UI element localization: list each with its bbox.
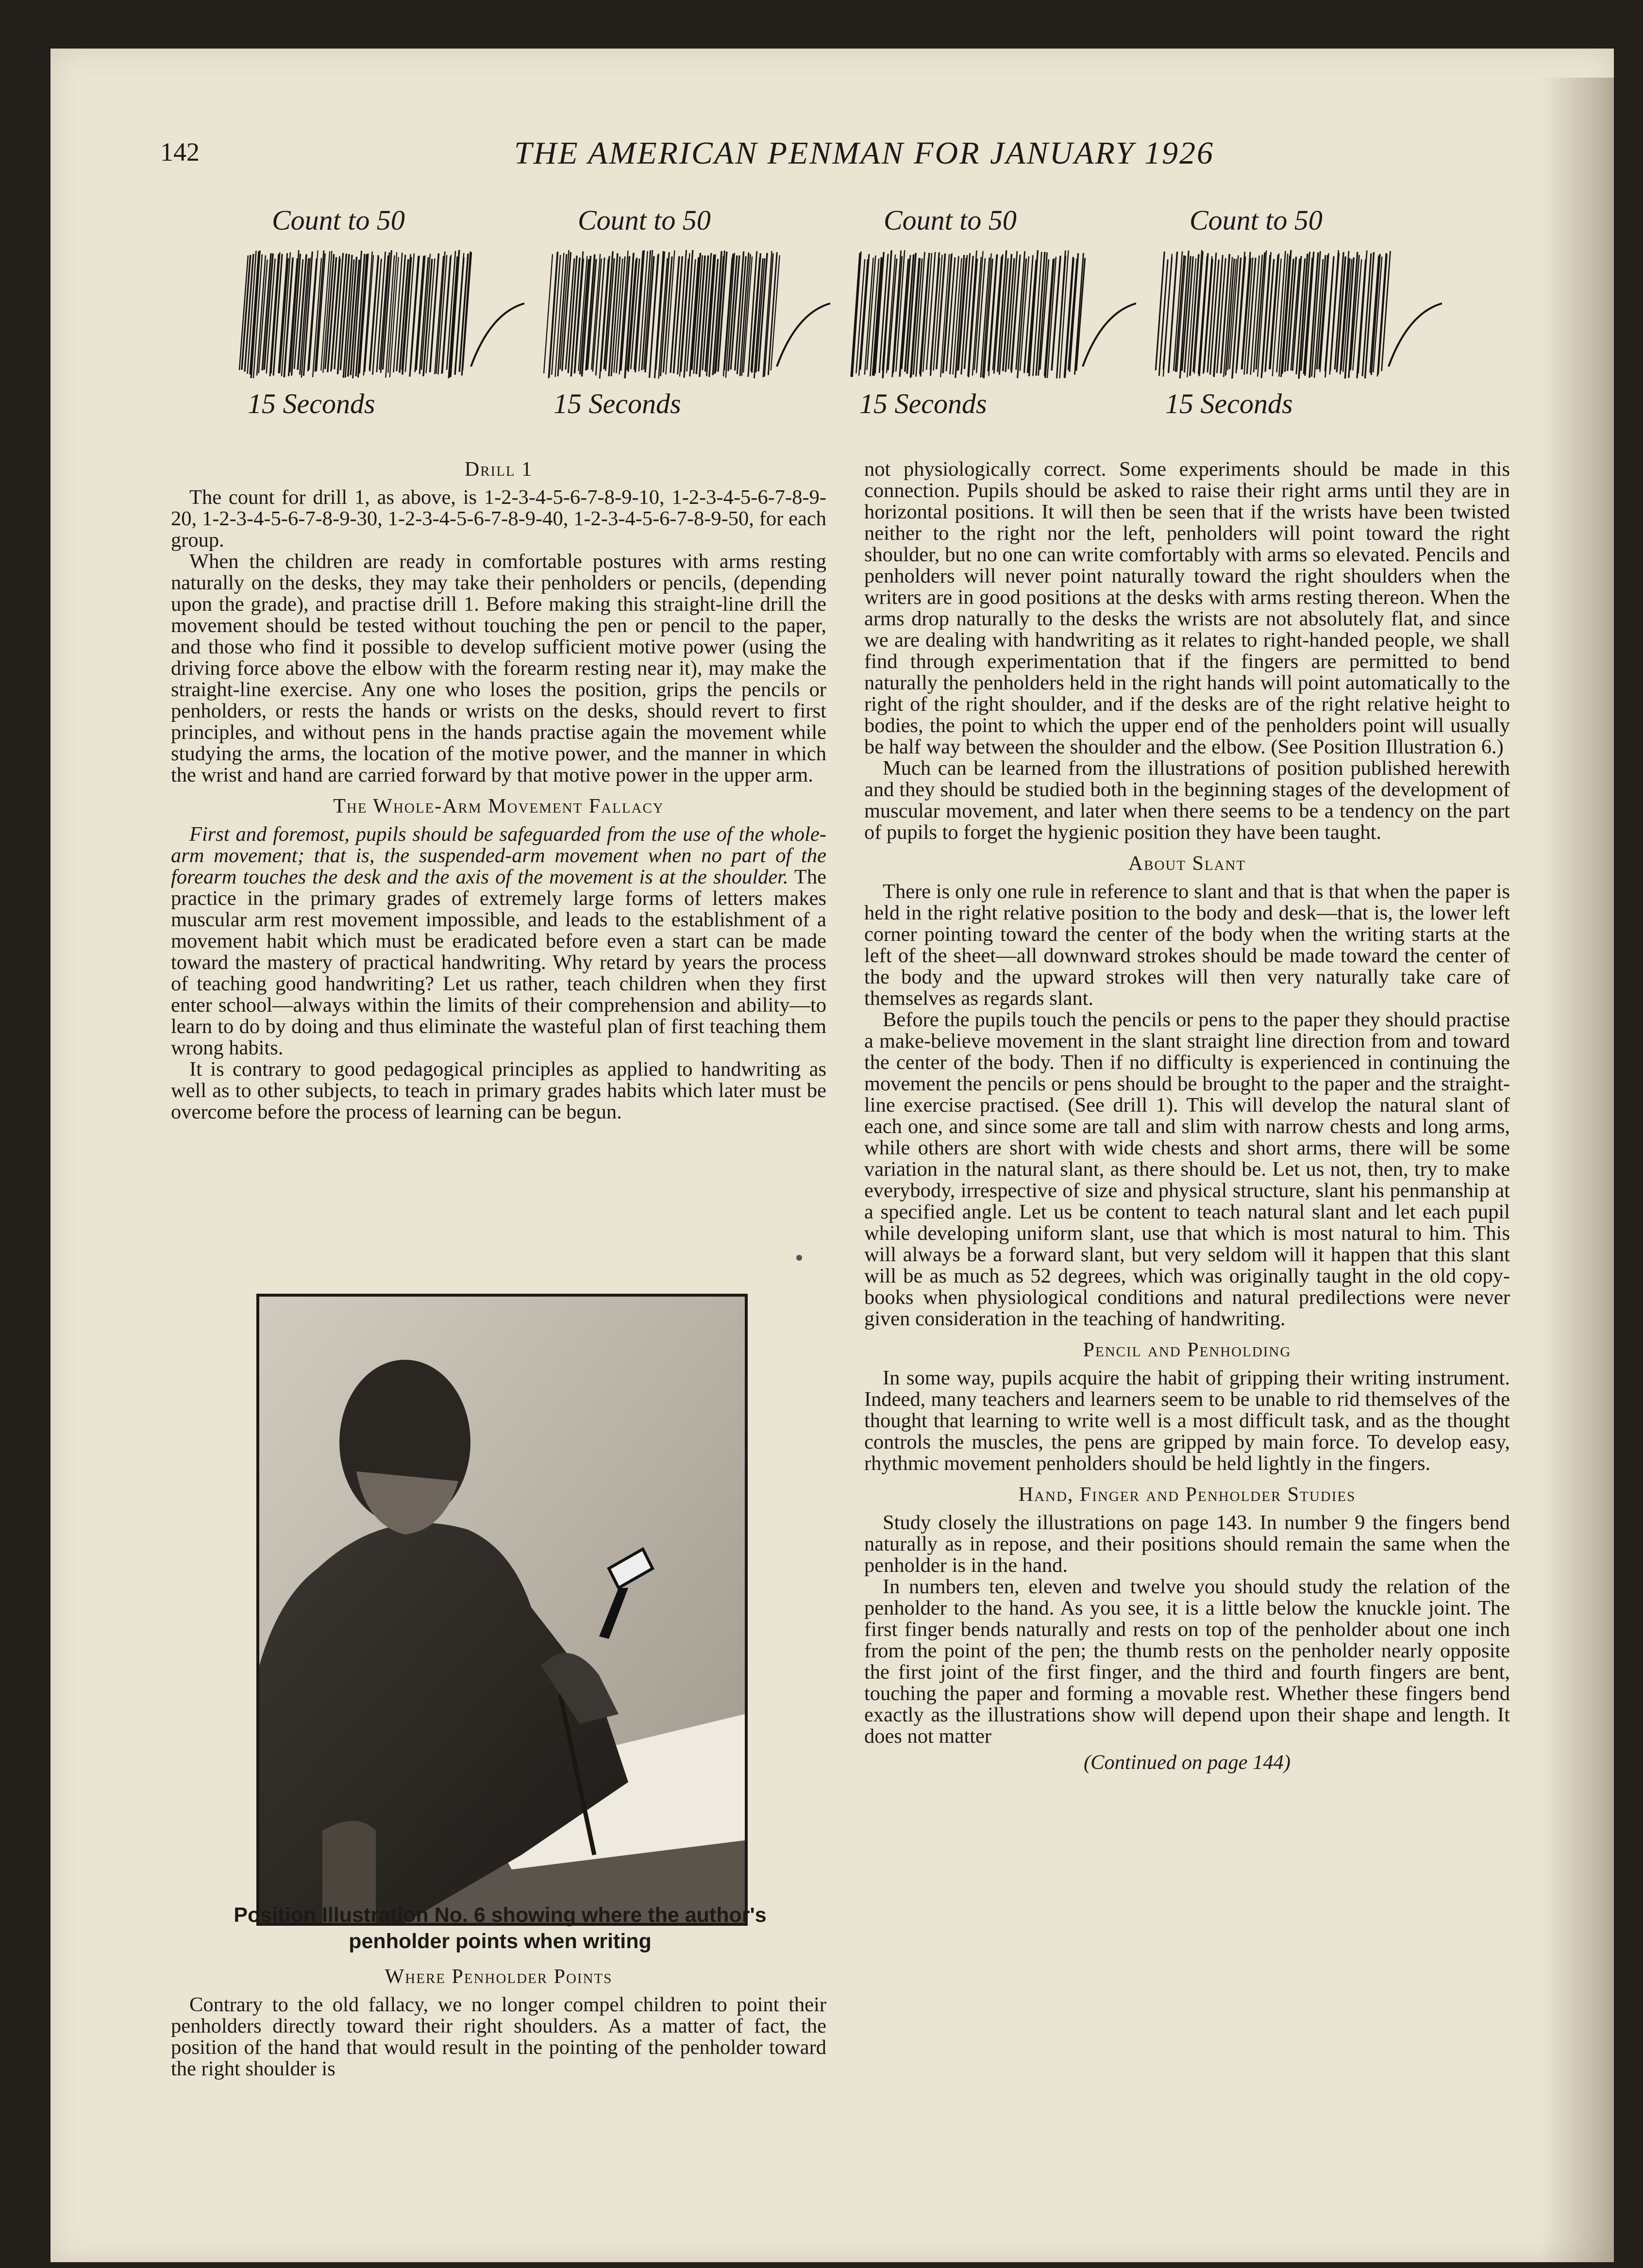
paragraph: Contrary to the old fallacy, we no longer compel children to point their penholders directly toward their right shoulders. As a matter of fact, the position of the hand that would result in the pointing of the penholder toward the right shoulder is <box>171 1993 826 2080</box>
paragraph: Before the pupils touch the pencils or pens to the paper they should practise a make-believe movement in the slant straight line direction from and toward the center of the body. Then if no difficulty is experienced in continuing the movement the pencils or pens should be brought to the paper and the straight-line exercise practised. (See drill 1). This will develop the natural slant of each one, and since some are tall and slim with narrow chests and long arms, while others are short with wide chests and short arms, there will be some variation in the natural slant, as there should be. Let us not, then, try to make everybody, irrespective of size and physical structure, slant his penmanship at a specified angle. Let us be content to teach natural slant and let each pupil while developing uniform slant, use that which is most natural to him. This will always be a forward slant, but very seldom will it happen that this slant will be as much as 52 degrees, which was originally taught in the old copy-books when physiological conditions and natural predilections were never given consideration in the teaching of handwriting. <box>864 1008 1510 1330</box>
straight-line-drill-image <box>840 245 1141 391</box>
paragraph: In numbers ten, eleven and twelve you should study the relation of the penholder to the hand. As you see, it is a little below the knuckle joint. The first finger bends naturally and rests on top of the penholder about one inch from the point of the pen; the thumb rests on the penholder nearly opposite the first joint of the first finger, and the third and fourth fingers are bent, touching the paper and forming a movable rest. Whether these fingers bend exactly as the illustrations show will depend upon their shape and length. It does not matter <box>864 1575 1510 1748</box>
paragraph: In some way, pupils acquire the habit of gripping their writing instrument. Indeed, many teachers and learners seem to be unable to rid themselves of the thought that learning to write well is a most difficult task, and as the thought controls the muscles, the pens are gripped by main force. To develop easy, rhythmic movement penholders should be held lightly in the fingers. <box>864 1367 1510 1475</box>
page-edge-shadow <box>1541 78 1614 2262</box>
drill-sample <box>534 204 816 427</box>
drill-count-label: Count to 50 <box>578 204 711 236</box>
writer-at-desk-photo <box>259 1297 745 1923</box>
straight-line-drill-image <box>534 245 835 391</box>
straight-line-drill-image <box>1146 245 1447 391</box>
straight-line-drill-image <box>228 245 529 391</box>
drill-sample <box>228 204 510 427</box>
print-speck <box>796 1255 802 1261</box>
section-heading: Pencil and Penholding <box>1083 1339 1291 1361</box>
paragraph: When the children are ready in comfortable postures with arms resting naturally on the desks, they may take their penholders or pencils, (depending upon the grade), and practise drill 1. Before making this straight-line drill the movement should be tested without touching the pen or pencil to the paper, and those who find it possible to develop sufficient motive power (using the driving force above the elbow with the forearm resting near it), may make the straight-line exercise. Any one who loses the position, grips the pencils or penholders, or rests the hands or wrists on the desks, should revert to first principles, and without pens in the hands practise again the movement while studying the arms, the location of the motive power, and the manner in which the wrist and hand are carried forward by that motive power in the upper arm. <box>171 550 826 786</box>
photo-caption: Position Illustration No. 6 showing where the author's penholder points when writing <box>234 1903 767 1953</box>
section-heading: Hand, Finger and Penholder Studies <box>1018 1484 1356 1506</box>
paragraph: It is contrary to good pedagogical principles as applied to handwriting as well as to other subjects, to teach in primary grades habits which later must be overcome before the process of learning can be begun. <box>171 1058 826 1123</box>
paragraph: The count for drill 1, as above, is 1-2-3-4-5-6-7-8-9-10, 1-2-3-4-5-6-7-8-9-20, 1-2-3-4-5-6-7-8-9-30, 1-2-3-4-5-6-7-8-9-40, 1-2-3-4-5-6-7-8-9-50, for each group. <box>171 486 826 551</box>
section-heading: Drill 1 <box>464 458 533 481</box>
drill-sample <box>1146 204 1427 427</box>
drill-time-label: 15 Seconds <box>248 388 375 419</box>
paragraph: There is only one rule in reference to slant and that is that when the paper is held in the right relative position to the body and desk—that is, the lower left corner pointing toward the center of the body when the writing starts at the left of the sheet—all downward strokes should be made toward the center of the body and the upward strokes will then very naturally take care of themselves as regards slant. <box>864 880 1510 1010</box>
paragraph <box>171 824 826 1059</box>
paragraph: Study closely the illustrations on page 143. In number 9 the fingers bend naturally as in repose, and their positions should remain the same when the penholder is in the hand. <box>864 1511 1510 1577</box>
section-heading: The Whole-Arm Movement Fallacy <box>333 795 664 817</box>
paragraph: Much can be learned from the illustrations of position published herewith and they should be studied both in the beginning stages of the development of muscular movement, and later when there seems to be a tendency on the part of pupils to forget the hygienic position they have been taught. <box>864 757 1510 844</box>
drill-time-label: 15 Seconds <box>553 388 681 419</box>
continued-note: (Continued on page 144) <box>1083 1751 1291 1774</box>
italic-emphasis: First and foremost, pupils should be safeguarded from the use of the whole-arm movement; that is, the suspended-arm movement when no part of the forearm touches the desk and the axis of the movement is at the shoulder. <box>171 823 826 888</box>
paragraph: not physiologically correct. Some experiments should be made in this connection. Pupils should be asked to raise their right arms until they are in horizontal positions. It will then be seen that if the wrists have been twisted neither to the right nor the left, penholders will point toward the right shoulder, but no one can write comfortably with arms so elevated. Pencils and penholders will never point naturally toward the right shoulders when the writers are in good positions at the desks with arms resting thereon. When the arms drop naturally to the desks the wrists are not absolutely flat, and since we are dealing with handwriting as it relates to right-handed people, we shall find through experimentation that if the fingers are permitted to bend naturally the penholders held in the right hands will point automatically to the right of the right shoulder, and if the desks are of the right relative height to bodies, the point to which the upper end of the penholders point will usually be half way between the shoulder and the elbow. (See Position Illustration 6.) <box>864 458 1510 758</box>
section-heading: About Slant <box>1128 852 1246 875</box>
drill-time-label: 15 Seconds <box>859 388 987 419</box>
drill-sample <box>840 204 1122 427</box>
position-illustration-photo <box>256 1294 748 1926</box>
drill-strip <box>228 204 1471 427</box>
left-column <box>171 449 826 1123</box>
running-title: THE AMERICAN PENMAN FOR JANUARY 1926 <box>514 135 1214 171</box>
page-number: 142 <box>160 137 200 167</box>
right-column <box>864 459 1510 1773</box>
drill-count-label: Count to 50 <box>884 204 1017 236</box>
drill-time-label: 15 Seconds <box>1165 388 1293 419</box>
drill-count-label: Count to 50 <box>272 204 405 236</box>
drill-count-label: Count to 50 <box>1190 204 1323 236</box>
paragraph-text: The practice in the primary grades of extremely large forms of letters makes muscular arm rest movement impossible, and leads to the establishment of a movement habit which must be eradicated before even a start can be made toward the mastery of practical handwriting. Why retard by years the process of teaching good handwriting? Let us rather, teach children when they first enter school—always within the limits of their comprehension and ability—to learn to do by doing and thus eliminate the wasteful plan of first teaching them wrong habits. <box>171 866 826 1059</box>
left-column-tail <box>171 1956 826 2080</box>
section-heading: Where Penholder Points <box>385 1966 613 1988</box>
